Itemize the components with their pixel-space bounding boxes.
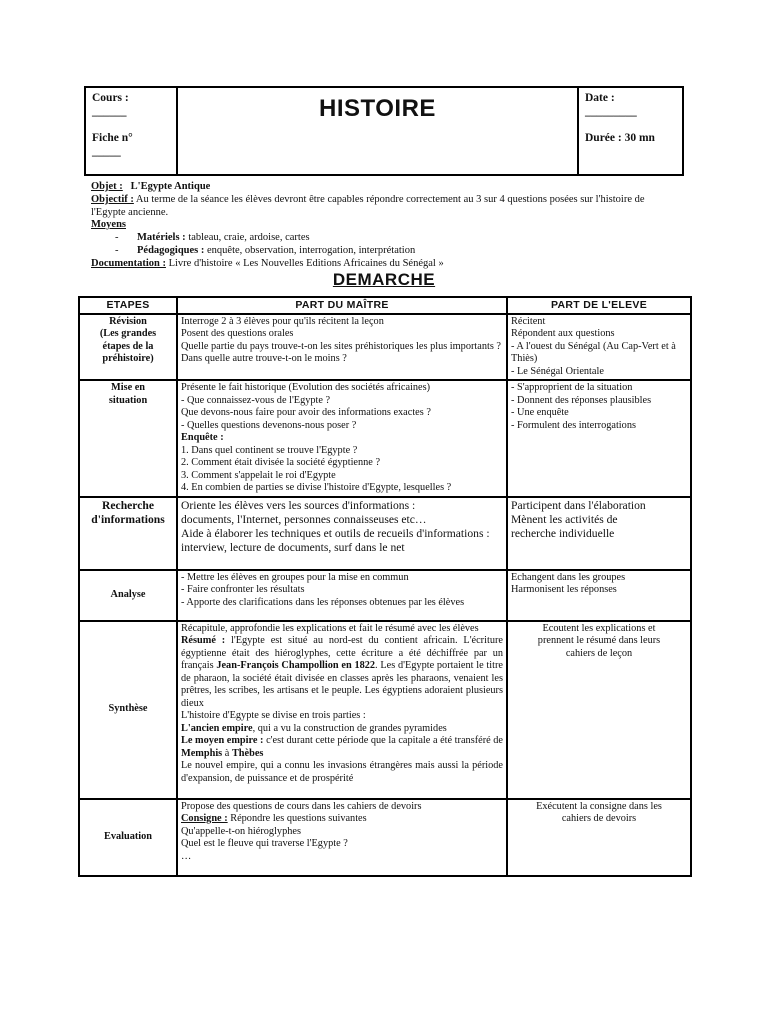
date-blank: _________ xyxy=(585,106,637,118)
column-header-eleve: PART DE L'ELEVE xyxy=(507,297,691,314)
a-word: à xyxy=(224,747,230,759)
etape-text: préhistoire) xyxy=(102,353,154,364)
objectif-value: Au terme de la séance les élèves devront être capables répondre correctement au 3 sur 4 questions posées sur l'histoire de l'Egypte ancienne. xyxy=(91,193,645,218)
documentation-value: Livre d'histoire « Les Nouvelles Editions Africaines du Sénégal » xyxy=(168,257,444,269)
eleve-text: Répondent aux questions xyxy=(511,328,615,339)
table-row xyxy=(79,799,691,876)
materiels-line xyxy=(91,232,671,245)
etape-text: Mise en xyxy=(110,382,146,393)
maitre-cell xyxy=(177,497,507,570)
etape-cell xyxy=(79,799,177,876)
memphis: Memphis xyxy=(181,747,223,759)
table-row xyxy=(79,570,691,621)
lesson-header-box xyxy=(84,86,684,176)
maitre-text: Aide à élaborer les techniques et outils de recueils d'informations : interview, lecture de documents, surf dans le net xyxy=(181,526,490,554)
pedagogiques-line xyxy=(91,245,671,258)
eleve-text: Ecoutent les explications et xyxy=(542,622,656,634)
eleve-text: Harmonisent les réponses xyxy=(511,584,617,595)
header-title-cell xyxy=(178,88,579,174)
eleve-text: cahiers de leçon xyxy=(565,647,633,659)
etape-text: Evaluation xyxy=(103,830,153,842)
objet-line xyxy=(91,181,671,194)
table-row xyxy=(79,380,691,497)
eleve-text: - S'approprient de la situation xyxy=(511,382,633,393)
ancien-empire-text: , qui a vu la construction de grandes pyramides xyxy=(252,722,447,734)
column-header-maitre: PART DU MAÎTRE xyxy=(177,297,507,314)
etape-cell xyxy=(79,497,177,570)
eleve-text: Mènent les activités de xyxy=(511,512,618,526)
list-dash: - xyxy=(115,232,119,244)
consigne-label: Consigne : xyxy=(181,813,228,824)
eleve-text: Exécutent la consigne dans les xyxy=(536,800,662,812)
nouvel-empire-line: Le nouvel empire, qui a connu les invasions étrangères mais aussi la période d'expansion, de puissance et de prospérité xyxy=(181,760,503,784)
objectives-block xyxy=(91,181,671,271)
etape-text: Analyse xyxy=(110,588,146,600)
consigne-line xyxy=(181,813,503,826)
synthese-resume xyxy=(181,635,503,710)
subject-title: HISTOIRE xyxy=(319,95,436,122)
synthese-intro: Récapitule, approfondie les explications et fait le résumé avec les élèves xyxy=(181,622,479,634)
evaluation-question: Qu'appelle-t-on hiéroglyphes xyxy=(181,825,301,837)
pedagogiques-label: Pédagogiques : xyxy=(137,244,205,256)
eleve-text: Récitent xyxy=(511,315,546,327)
moyen-empire-line xyxy=(181,735,503,760)
consigne-text: Répondre les questions suivantes xyxy=(230,813,367,824)
eleve-text: - Le Sénégal Orientale xyxy=(511,365,604,377)
histoire-line: L'histoire d'Egypte se divise en trois parties : xyxy=(181,710,366,721)
date-label: Date : xyxy=(585,92,615,104)
eleve-text: - A l'ouest du Sénégal (Au Cap-Vert et à Thiès) xyxy=(511,340,676,364)
objectif-label: Objectif : xyxy=(91,193,134,205)
maitre-text: - Faire confronter les résultats xyxy=(181,584,305,595)
maitre-text: Interroge 2 à 3 élèves pour qu'ils récitent la leçon xyxy=(181,315,384,327)
etape-text: Recherche xyxy=(102,498,154,512)
champollion-name: Jean-François Champollion en 1822 xyxy=(216,660,376,671)
etape-cell xyxy=(79,570,177,621)
enquete-question: 3. Comment s'appelait le roi d'Egypte xyxy=(181,469,336,481)
etape-cell xyxy=(79,380,177,497)
maitre-text: Oriente les élèves vers les sources d'informations : xyxy=(181,498,416,512)
resume-label: Résumé : xyxy=(181,635,226,646)
cours-blank: ______ xyxy=(92,106,127,118)
etape-text: (Les grandes xyxy=(99,328,157,339)
eleve-cell xyxy=(507,621,691,799)
table-row xyxy=(79,497,691,570)
eleve-text: Echangent dans les groupes xyxy=(511,571,626,583)
eleve-text: - Formulent des interrogations xyxy=(511,419,636,431)
header-left-cell xyxy=(86,88,178,174)
moyens-label: Moyens xyxy=(91,219,126,231)
maitre-text: Posent des questions orales xyxy=(181,328,294,339)
etape-cell xyxy=(79,621,177,799)
eleve-text: recherche individuelle xyxy=(511,526,615,540)
evaluation-question: … xyxy=(181,850,192,862)
demarche-title: DEMARCHE xyxy=(332,270,436,289)
eleve-text: Participent dans l'élaboration xyxy=(511,498,646,512)
maitre-cell xyxy=(177,621,507,799)
maitre-cell xyxy=(177,314,507,381)
materiels-label: Matériels : xyxy=(137,232,186,244)
etape-text: d'informations xyxy=(91,512,165,526)
eleve-cell xyxy=(507,497,691,570)
eleve-text: - Donnent des réponses plausibles xyxy=(511,394,652,406)
enquete-question: 4. En combien de parties se divise l'histoire d'Egypte, lesquelles ? xyxy=(181,482,452,493)
maitre-text: - Que connaissez-vous de l'Egypte ? xyxy=(181,394,331,406)
resume-text-b: . Les d'Egypte portaient le titre de pharaon, la société était divisée en classes après les pharaons, venaient les prêtres, les scribes, les artisans et le peuple. Les égyptiens adoraient plusieurs dieux xyxy=(181,660,503,709)
evaluation-question: Quel est le fleuve qui traverse l'Egypte ? xyxy=(181,838,348,849)
objet-value: L'Egypte Antique xyxy=(130,181,211,192)
maitre-text: - Quelles questions devenons-nous poser ? xyxy=(181,419,357,431)
table-row xyxy=(79,621,691,799)
enquete-question: 2. Comment était divisée la société égyptienne ? xyxy=(181,457,381,468)
table-header-row xyxy=(79,297,691,314)
eleve-text: - Une enquête xyxy=(511,407,569,418)
objectif-line xyxy=(91,194,671,220)
moyens-line xyxy=(91,219,671,232)
eleve-cell xyxy=(507,799,691,876)
maitre-text: Que devons-nous faire pour avoir des informations exactes ? xyxy=(181,407,431,418)
fiche-label: Fiche n° xyxy=(92,132,133,144)
documentation-label: Documentation : xyxy=(91,257,166,269)
eleve-cell xyxy=(507,314,691,381)
etape-text: Synthèse xyxy=(108,703,148,715)
resume-text-a: l'Egypte est situé au nord-est du contient africain. L'écriture égyptienne était des hiéroglyphes, cette écriture a été déchiffrée par un français xyxy=(181,635,503,671)
ancien-empire-line xyxy=(181,723,503,736)
demarche-table xyxy=(78,296,692,877)
moyen-empire-label: Le moyen empire : xyxy=(181,735,264,746)
list-dash: - xyxy=(115,244,119,256)
thebes: Thèbes xyxy=(231,747,264,759)
cours-label: Cours : xyxy=(92,92,129,104)
ancien-empire-label: L'ancien empire xyxy=(181,722,253,734)
etape-text: Révision xyxy=(109,315,147,327)
moyen-empire-text: c'est durant cette période que la capitale a été transféré de xyxy=(266,735,504,746)
pedagogiques-value: enquête, observation, interrogation, interprétation xyxy=(207,244,416,256)
maitre-text: - Apporte des clarifications dans les réponses obtenues par les élèves xyxy=(181,596,465,608)
maitre-text: Présente le fait historique (Evolution des sociétés africaines) xyxy=(181,382,431,393)
table-row xyxy=(79,314,691,381)
eleve-cell xyxy=(507,570,691,621)
duration-label: Durée : 30 mn xyxy=(585,132,655,144)
enquete-label: Enquête : xyxy=(181,432,224,443)
maitre-cell xyxy=(177,380,507,497)
column-header-etapes: ETAPES xyxy=(79,297,177,314)
header-right-cell xyxy=(579,88,682,174)
etape-cell xyxy=(79,314,177,381)
enquete-question: 1. Dans quel continent se trouve l'Egypte ? xyxy=(181,444,358,456)
evaluation-intro: Propose des questions de cours dans les cahiers de devoirs xyxy=(181,800,422,812)
maitre-text: documents, l'Internet, personnes connaisseuses etc… xyxy=(181,512,427,526)
maitre-cell xyxy=(177,799,507,876)
etape-text: étapes de la xyxy=(102,340,154,352)
eleve-cell xyxy=(507,380,691,497)
materiels-value: tableau, craie, ardoise, cartes xyxy=(188,232,310,244)
objet-label: Objet : xyxy=(91,181,123,192)
maitre-text: Quelle partie du pays trouve-t-on les sites préhistoriques les plus importants ? xyxy=(181,340,501,352)
documentation-line xyxy=(91,258,671,271)
maitre-text: Dans quelle autre trouve-t-on le moins ? xyxy=(181,353,347,364)
eleve-text: prennent le résumé dans leurs xyxy=(537,635,661,646)
fiche-blank: _____ xyxy=(92,146,121,158)
etape-text: situation xyxy=(108,394,148,406)
maitre-text: - Mettre les élèves en groupes pour la mise en commun xyxy=(181,571,409,583)
eleve-text: cahiers de devoirs xyxy=(561,813,637,824)
maitre-cell xyxy=(177,570,507,621)
